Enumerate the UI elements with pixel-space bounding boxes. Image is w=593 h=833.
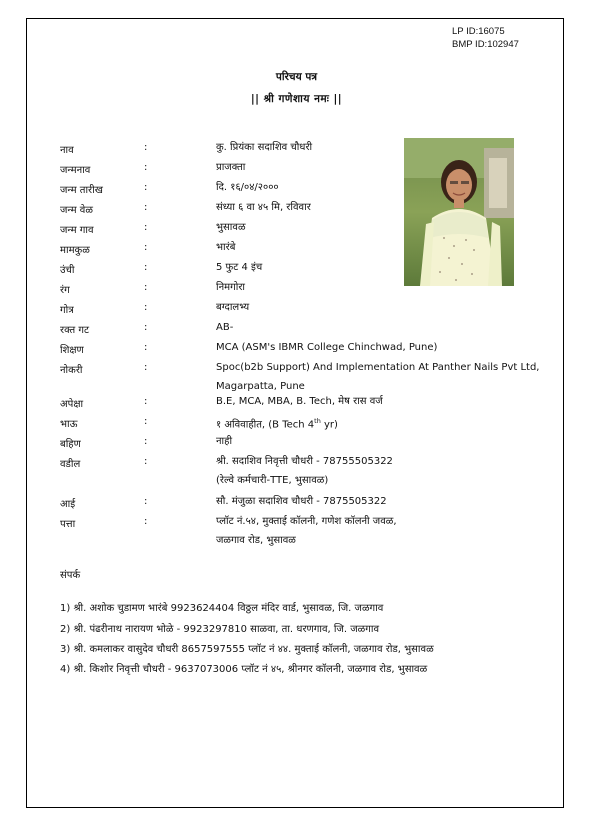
document-title: परिचय पत्र: [275, 71, 318, 83]
bmp-id: BMP ID:102947: [452, 39, 519, 50]
contact-item: 3) श्री. कमलाकर वासुदेव चौधरी 8657597555 प्लॉट नं ४४. मुक्ताई कॉलनी, जळगाव रोड, भुसावळ: [60, 644, 434, 655]
contact-item: 4) श्री. किशोर निवृत्ती चौधरी - 9637073006 प्लॉट नं ४५, श्रीनगर कॉलनी, जळगाव रोड, भुसावळ: [60, 664, 428, 675]
contact-heading: संपर्क: [60, 570, 81, 581]
lp-id: LP ID:16075: [452, 26, 505, 37]
row-value: कु. प्रियंका सदाशिव चौधरी: [216, 142, 313, 153]
id-block: [452, 25, 519, 51]
row-label: नाव: [60, 145, 74, 156]
invocation-line: || श्री गणेशाय नमः ||: [250, 93, 343, 105]
contact-item: 1) श्री. अशोक चुडामण भारंबे 9923624404 विठ्ठल मंदिर वार्ड, भुसावळ, जि. जळगाव: [60, 603, 384, 614]
profile-photo: [404, 138, 514, 286]
contact-item: 2) श्री. पंढरीनाथ नारायण भोळे - 9923297810 साळवा, ता. धरणगाव, जि. जळगाव: [60, 624, 380, 635]
